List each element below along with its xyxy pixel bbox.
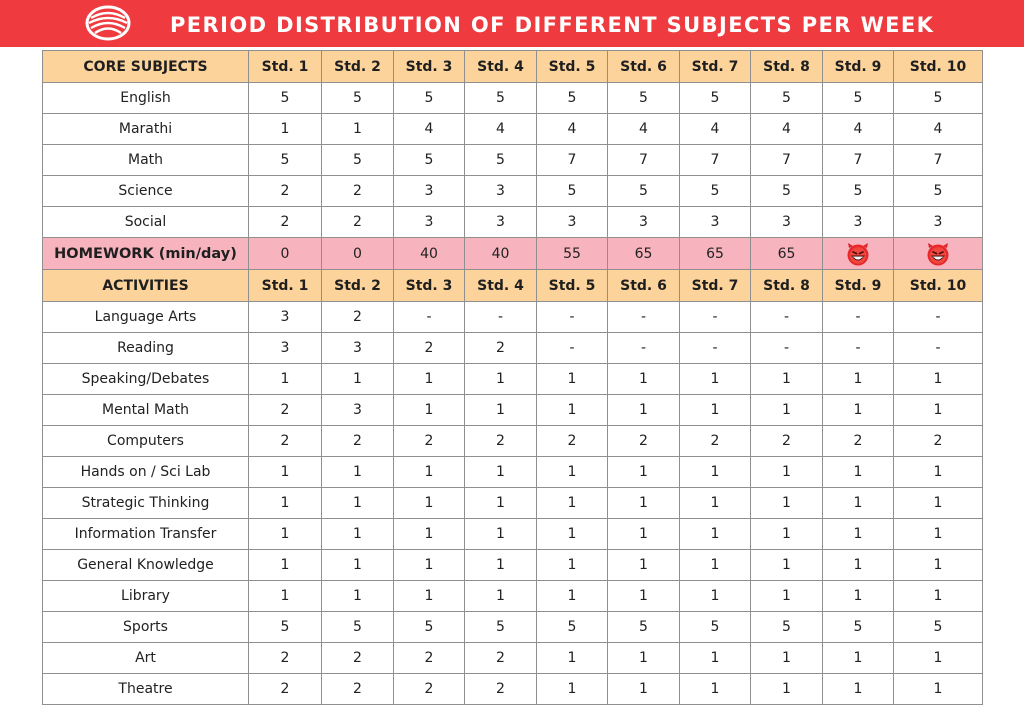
table-cell: 1 xyxy=(322,581,394,612)
table-cell: 1 xyxy=(894,581,983,612)
column-header: Std. 7 xyxy=(680,51,751,83)
table-cell: 1 xyxy=(322,519,394,550)
table-cell: 1 xyxy=(249,488,322,519)
column-header: Std. 8 xyxy=(751,51,823,83)
table-row xyxy=(43,364,983,395)
table-cell: 1 xyxy=(680,550,751,581)
table-cell: 2 xyxy=(894,426,983,457)
table-cell: 1 xyxy=(894,395,983,426)
devil-grin-emoji-icon xyxy=(925,242,951,266)
table-cell: 5 xyxy=(680,612,751,643)
row-label: Science xyxy=(43,176,249,207)
column-header: Std. 7 xyxy=(680,270,751,302)
table-cell: - xyxy=(537,302,608,333)
table-cell: 3 xyxy=(465,207,537,238)
table-cell: - xyxy=(537,333,608,364)
row-label: Hands on / Sci Lab xyxy=(43,457,249,488)
table-cell: 1 xyxy=(751,519,823,550)
table-cell: 5 xyxy=(394,145,465,176)
table-cell: 1 xyxy=(322,364,394,395)
table-row xyxy=(43,457,983,488)
section-header: ACTIVITIES xyxy=(43,270,249,302)
table-cell: 1 xyxy=(608,643,680,674)
column-header: Std. 9 xyxy=(823,270,894,302)
table-cell: 2 xyxy=(249,207,322,238)
table-cell: 7 xyxy=(894,145,983,176)
column-header: Std. 4 xyxy=(465,270,537,302)
table-cell: 3 xyxy=(823,207,894,238)
period-distribution-table xyxy=(42,50,983,705)
table-cell: 7 xyxy=(823,145,894,176)
table-cell: 1 xyxy=(465,457,537,488)
table-cell: 2 xyxy=(465,333,537,364)
table-cell: 3 xyxy=(537,207,608,238)
table-cell: 2 xyxy=(322,674,394,705)
table-cell: 1 xyxy=(680,643,751,674)
table-cell: 1 xyxy=(465,488,537,519)
table-cell: 1 xyxy=(823,550,894,581)
table-cell: 1 xyxy=(322,550,394,581)
table-cell: 2 xyxy=(322,207,394,238)
table-cell: 1 xyxy=(537,488,608,519)
row-label: Mental Math xyxy=(43,395,249,426)
table-cell: 1 xyxy=(465,581,537,612)
table-cell: 1 xyxy=(608,457,680,488)
row-label: Speaking/Debates xyxy=(43,364,249,395)
table-cell: 1 xyxy=(608,488,680,519)
table-row xyxy=(43,674,983,705)
table-cell: - xyxy=(894,333,983,364)
table-row xyxy=(43,612,983,643)
table-cell: 1 xyxy=(894,364,983,395)
table-cell: 3 xyxy=(394,207,465,238)
table-cell: 3 xyxy=(322,333,394,364)
table-cell: 4 xyxy=(823,114,894,145)
table-cell: 5 xyxy=(608,612,680,643)
row-label: Language Arts xyxy=(43,302,249,333)
column-header: Std. 3 xyxy=(394,270,465,302)
table-cell: 1 xyxy=(751,364,823,395)
table-row xyxy=(43,519,983,550)
table-cell: 5 xyxy=(322,612,394,643)
table-row xyxy=(43,550,983,581)
section-header: CORE SUBJECTS xyxy=(43,51,249,83)
column-header: Std. 6 xyxy=(608,51,680,83)
table-cell: 1 xyxy=(394,457,465,488)
table-cell: 5 xyxy=(249,612,322,643)
table-cell: - xyxy=(751,302,823,333)
homework-cell: 0 xyxy=(322,238,394,270)
table-cell: 2 xyxy=(394,643,465,674)
homework-label: HOMEWORK (min/day) xyxy=(43,238,249,270)
table-cell: 1 xyxy=(680,395,751,426)
column-header: Std. 10 xyxy=(894,270,983,302)
table-cell: 5 xyxy=(894,612,983,643)
homework-cell xyxy=(823,238,894,270)
row-label: Math xyxy=(43,145,249,176)
table-cell: 1 xyxy=(537,395,608,426)
row-label: Marathi xyxy=(43,114,249,145)
activities-header-row xyxy=(43,270,983,302)
table-row xyxy=(43,207,983,238)
table-cell: 1 xyxy=(894,519,983,550)
table-cell: 2 xyxy=(322,643,394,674)
column-header: Std. 3 xyxy=(394,51,465,83)
table-row xyxy=(43,395,983,426)
table-cell: 1 xyxy=(608,395,680,426)
page-title: PERIOD DISTRIBUTION OF DIFFERENT SUBJECTS PER WEEK xyxy=(170,13,935,37)
table-cell: 1 xyxy=(465,550,537,581)
homework-cell xyxy=(894,238,983,270)
table-cell: 1 xyxy=(322,114,394,145)
table-cell: 2 xyxy=(249,426,322,457)
table-cell: 1 xyxy=(249,364,322,395)
table-cell: 2 xyxy=(537,426,608,457)
table-cell: 1 xyxy=(751,643,823,674)
table-cell: 2 xyxy=(394,426,465,457)
table-cell: 1 xyxy=(394,488,465,519)
column-header: Std. 2 xyxy=(322,51,394,83)
table-cell: 1 xyxy=(537,581,608,612)
table-cell: - xyxy=(823,302,894,333)
table-cell: 1 xyxy=(394,550,465,581)
table-cell: 1 xyxy=(680,581,751,612)
table-cell: 5 xyxy=(823,83,894,114)
table-cell: 1 xyxy=(680,457,751,488)
row-label: Social xyxy=(43,207,249,238)
table-cell: 1 xyxy=(751,457,823,488)
table-cell: 5 xyxy=(537,176,608,207)
table-cell: 1 xyxy=(894,643,983,674)
table-cell: 1 xyxy=(894,674,983,705)
row-label: Art xyxy=(43,643,249,674)
table-cell: 7 xyxy=(751,145,823,176)
table-cell: 3 xyxy=(249,333,322,364)
homework-cell: 0 xyxy=(249,238,322,270)
table-cell: 1 xyxy=(537,457,608,488)
table-cell: 1 xyxy=(823,519,894,550)
table-cell: 1 xyxy=(823,581,894,612)
table-cell: 1 xyxy=(608,550,680,581)
table-cell: 2 xyxy=(465,674,537,705)
table-cell: 5 xyxy=(322,145,394,176)
table-cell: 1 xyxy=(894,457,983,488)
homework-cell: 65 xyxy=(608,238,680,270)
table-cell: 2 xyxy=(249,643,322,674)
striped-globe-logo-icon xyxy=(84,4,132,42)
table-row xyxy=(43,426,983,457)
table-cell: 1 xyxy=(680,674,751,705)
table-cell: - xyxy=(680,333,751,364)
table-cell: - xyxy=(894,302,983,333)
table-cell: 1 xyxy=(537,643,608,674)
table-cell: 4 xyxy=(394,114,465,145)
homework-cell: 65 xyxy=(751,238,823,270)
table-cell: 2 xyxy=(394,333,465,364)
table-cell: 1 xyxy=(751,674,823,705)
table-row xyxy=(43,83,983,114)
table-cell: 1 xyxy=(394,581,465,612)
table-cell: 5 xyxy=(465,612,537,643)
table-cell: 1 xyxy=(751,488,823,519)
table-cell: 7 xyxy=(680,145,751,176)
table-row xyxy=(43,643,983,674)
row-label: Sports xyxy=(43,612,249,643)
column-header: Std. 6 xyxy=(608,270,680,302)
table-cell: 2 xyxy=(249,674,322,705)
table-cell: 1 xyxy=(823,674,894,705)
table-cell: 3 xyxy=(394,176,465,207)
table-cell: 2 xyxy=(322,302,394,333)
table-cell: 5 xyxy=(249,145,322,176)
column-header: Std. 8 xyxy=(751,270,823,302)
table-cell: 3 xyxy=(608,207,680,238)
table-cell: 1 xyxy=(537,364,608,395)
table-cell: 1 xyxy=(751,395,823,426)
table-cell: - xyxy=(608,302,680,333)
table-cell: 1 xyxy=(394,519,465,550)
homework-cell: 40 xyxy=(394,238,465,270)
table-cell: 1 xyxy=(322,488,394,519)
table-cell: 4 xyxy=(680,114,751,145)
table-cell: 1 xyxy=(823,643,894,674)
table-cell: 1 xyxy=(394,364,465,395)
table-cell: 3 xyxy=(680,207,751,238)
table-cell: 5 xyxy=(894,83,983,114)
row-label: English xyxy=(43,83,249,114)
table-cell: 5 xyxy=(823,612,894,643)
table-cell: 1 xyxy=(322,457,394,488)
table-cell: 2 xyxy=(823,426,894,457)
table-cell: 1 xyxy=(894,550,983,581)
table-cell: 5 xyxy=(823,176,894,207)
table-cell: 1 xyxy=(394,395,465,426)
table-cell: 1 xyxy=(823,364,894,395)
table-cell: 1 xyxy=(680,519,751,550)
table-cell: 1 xyxy=(537,519,608,550)
table-cell: 1 xyxy=(823,488,894,519)
table-row xyxy=(43,114,983,145)
table-cell: 1 xyxy=(751,550,823,581)
table-cell: 4 xyxy=(894,114,983,145)
row-label: Computers xyxy=(43,426,249,457)
table-cell: 1 xyxy=(249,519,322,550)
row-label: Reading xyxy=(43,333,249,364)
table-cell: - xyxy=(465,302,537,333)
table-cell: 4 xyxy=(465,114,537,145)
table-cell: 1 xyxy=(608,581,680,612)
table-cell: 7 xyxy=(608,145,680,176)
row-label: Strategic Thinking xyxy=(43,488,249,519)
table-cell: - xyxy=(823,333,894,364)
table-cell: 1 xyxy=(465,395,537,426)
table-cell: 3 xyxy=(894,207,983,238)
table-cell: - xyxy=(751,333,823,364)
row-label: General Knowledge xyxy=(43,550,249,581)
table-cell: 4 xyxy=(608,114,680,145)
table-row xyxy=(43,176,983,207)
column-header: Std. 5 xyxy=(537,270,608,302)
table-cell: 1 xyxy=(249,581,322,612)
table-cell: 4 xyxy=(751,114,823,145)
table-cell: 1 xyxy=(249,457,322,488)
table-cell: 1 xyxy=(249,550,322,581)
table-cell: 5 xyxy=(751,612,823,643)
table-cell: 5 xyxy=(894,176,983,207)
table-cell: 2 xyxy=(680,426,751,457)
row-label: Information Transfer xyxy=(43,519,249,550)
table-cell: 1 xyxy=(823,395,894,426)
table-cell: 5 xyxy=(394,612,465,643)
table-cell: 5 xyxy=(465,145,537,176)
column-header: Std. 10 xyxy=(894,51,983,83)
table-cell: 5 xyxy=(680,176,751,207)
homework-cell: 40 xyxy=(465,238,537,270)
table-cell: 1 xyxy=(465,364,537,395)
homework-cell: 65 xyxy=(680,238,751,270)
table-cell: 3 xyxy=(465,176,537,207)
table-cell: 2 xyxy=(465,426,537,457)
devil-grin-emoji-icon xyxy=(845,242,871,266)
table-row xyxy=(43,581,983,612)
table-cell: 2 xyxy=(751,426,823,457)
core-header-row xyxy=(43,51,983,83)
table-cell: 2 xyxy=(322,176,394,207)
table-cell: 5 xyxy=(680,83,751,114)
table-row xyxy=(43,333,983,364)
table-cell: 1 xyxy=(465,519,537,550)
table-cell: 3 xyxy=(249,302,322,333)
homework-cell: 55 xyxy=(537,238,608,270)
table-cell: 1 xyxy=(894,488,983,519)
row-label: Library xyxy=(43,581,249,612)
table-row xyxy=(43,302,983,333)
table-row xyxy=(43,488,983,519)
table-cell: 1 xyxy=(680,364,751,395)
table-cell: 1 xyxy=(537,674,608,705)
table-cell: 5 xyxy=(465,83,537,114)
table-cell: 3 xyxy=(751,207,823,238)
table-cell: 1 xyxy=(608,364,680,395)
table-cell: 2 xyxy=(322,426,394,457)
table-cell: 5 xyxy=(537,83,608,114)
column-header: Std. 1 xyxy=(249,270,322,302)
table-cell: 1 xyxy=(823,457,894,488)
table-cell: 2 xyxy=(465,643,537,674)
table-cell: 2 xyxy=(608,426,680,457)
column-header: Std. 9 xyxy=(823,51,894,83)
homework-row xyxy=(43,238,983,270)
column-header: Std. 1 xyxy=(249,51,322,83)
table-cell: - xyxy=(394,302,465,333)
table-cell: 1 xyxy=(537,550,608,581)
table-cell: - xyxy=(680,302,751,333)
table-cell: 2 xyxy=(249,176,322,207)
table-cell: 5 xyxy=(751,176,823,207)
table-cell: 1 xyxy=(751,581,823,612)
table-cell: 1 xyxy=(608,519,680,550)
table-cell: 5 xyxy=(608,83,680,114)
table-row xyxy=(43,145,983,176)
table-cell: 1 xyxy=(680,488,751,519)
table-cell: 2 xyxy=(249,395,322,426)
row-label: Theatre xyxy=(43,674,249,705)
table-cell: 4 xyxy=(537,114,608,145)
table-cell: 5 xyxy=(751,83,823,114)
table-cell: 7 xyxy=(537,145,608,176)
table-cell: 1 xyxy=(249,114,322,145)
table-cell: 5 xyxy=(394,83,465,114)
table-cell: 5 xyxy=(322,83,394,114)
table-cell: 1 xyxy=(608,674,680,705)
column-header: Std. 4 xyxy=(465,51,537,83)
table-cell: 5 xyxy=(608,176,680,207)
table-cell: 2 xyxy=(394,674,465,705)
table-cell: 3 xyxy=(322,395,394,426)
title-banner xyxy=(0,0,1024,47)
table-cell: 5 xyxy=(537,612,608,643)
column-header: Std. 2 xyxy=(322,270,394,302)
column-header: Std. 5 xyxy=(537,51,608,83)
table-cell: 5 xyxy=(249,83,322,114)
table-cell: - xyxy=(608,333,680,364)
table-body xyxy=(43,51,983,705)
